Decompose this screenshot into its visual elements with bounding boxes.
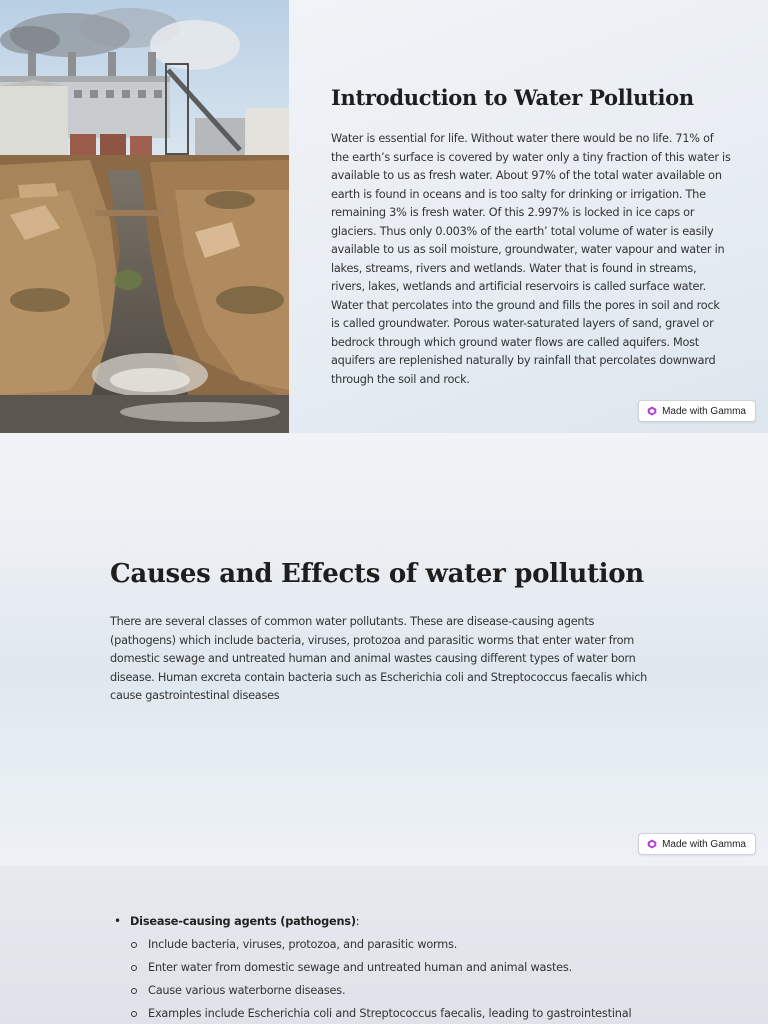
badge-label: Made with Gamma (662, 838, 746, 850)
slide-title: Introduction to Water Pollution (331, 85, 694, 110)
gamma-logo-icon (647, 406, 657, 416)
pathogen-list (110, 910, 670, 1024)
sub-list-item: Enter water from domestic sewage and untreated human and animal wastes. (130, 956, 670, 979)
badge-label: Made with Gamma (662, 405, 746, 417)
sub-list (130, 933, 670, 1024)
industrial-drainage-photo (0, 0, 289, 433)
causes-content (110, 557, 655, 706)
slide-title: Causes and Effects of water pollution (110, 559, 644, 589)
intro-content (331, 84, 731, 389)
list-heading: Disease-causing agents (pathogens) (130, 915, 356, 928)
list-item (110, 910, 670, 1024)
list-heading-colon: : (355, 915, 360, 928)
gamma-logo-icon (647, 839, 657, 849)
made-with-gamma-badge[interactable] (638, 833, 756, 855)
sub-list-item: Cause various waterborne diseases. (130, 979, 670, 1002)
sub-list-item: Include bacteria, viruses, protozoa, and parasitic worms. (130, 933, 670, 956)
slide-body-text: There are several classes of common water pollutants. These are disease-causing agents (pathogens) which include bacteria, viruses, protozoa and parasitic worms that enter water from domestic sewage and untreated human and animal wastes causing different types of water born disease. Human excreta contain bacteria such as Escherichia coli and Streptococcus faecalis which cause gastrointestinal diseases (110, 615, 648, 702)
slide-pathogens (0, 866, 768, 1024)
made-with-gamma-badge[interactable] (638, 400, 756, 422)
sub-list-item: Examples include Escherichia coli and Streptococcus faecalis, leading to gastrointestinal (130, 1002, 670, 1024)
slide-causes-effects (0, 433, 768, 866)
slide-body-text: Water is essential for life. Without water there would be no life. 71% of the earth’s surface is covered by water only a tiny fraction of this water is available to us as fresh water. About 97% of the total water available on earth is found in oceans and is too salty for drinking or irrigation. The remaining 3% is fresh water. Of this 2.997% is locked in ice caps or glaciers. Thus only 0.003% of the earth’ total volume of water is easily available to us as soil moisture, groundwater, water vapour and water in lakes, streams, rivers and wetlands. Water that is found in streams, rivers, lakes, wetlands and artificial reservoirs is called surface water. Water that percolates into the ground and fills the pores in soil and rock is called groundwater. Porous water-saturated layers of sand, gravel or bedrock through which ground water flows are called aquifers. Most aquifers are replenished naturally by rainfall that percolates downward through the soil and rock. (331, 132, 731, 386)
slide-introduction (0, 0, 768, 433)
